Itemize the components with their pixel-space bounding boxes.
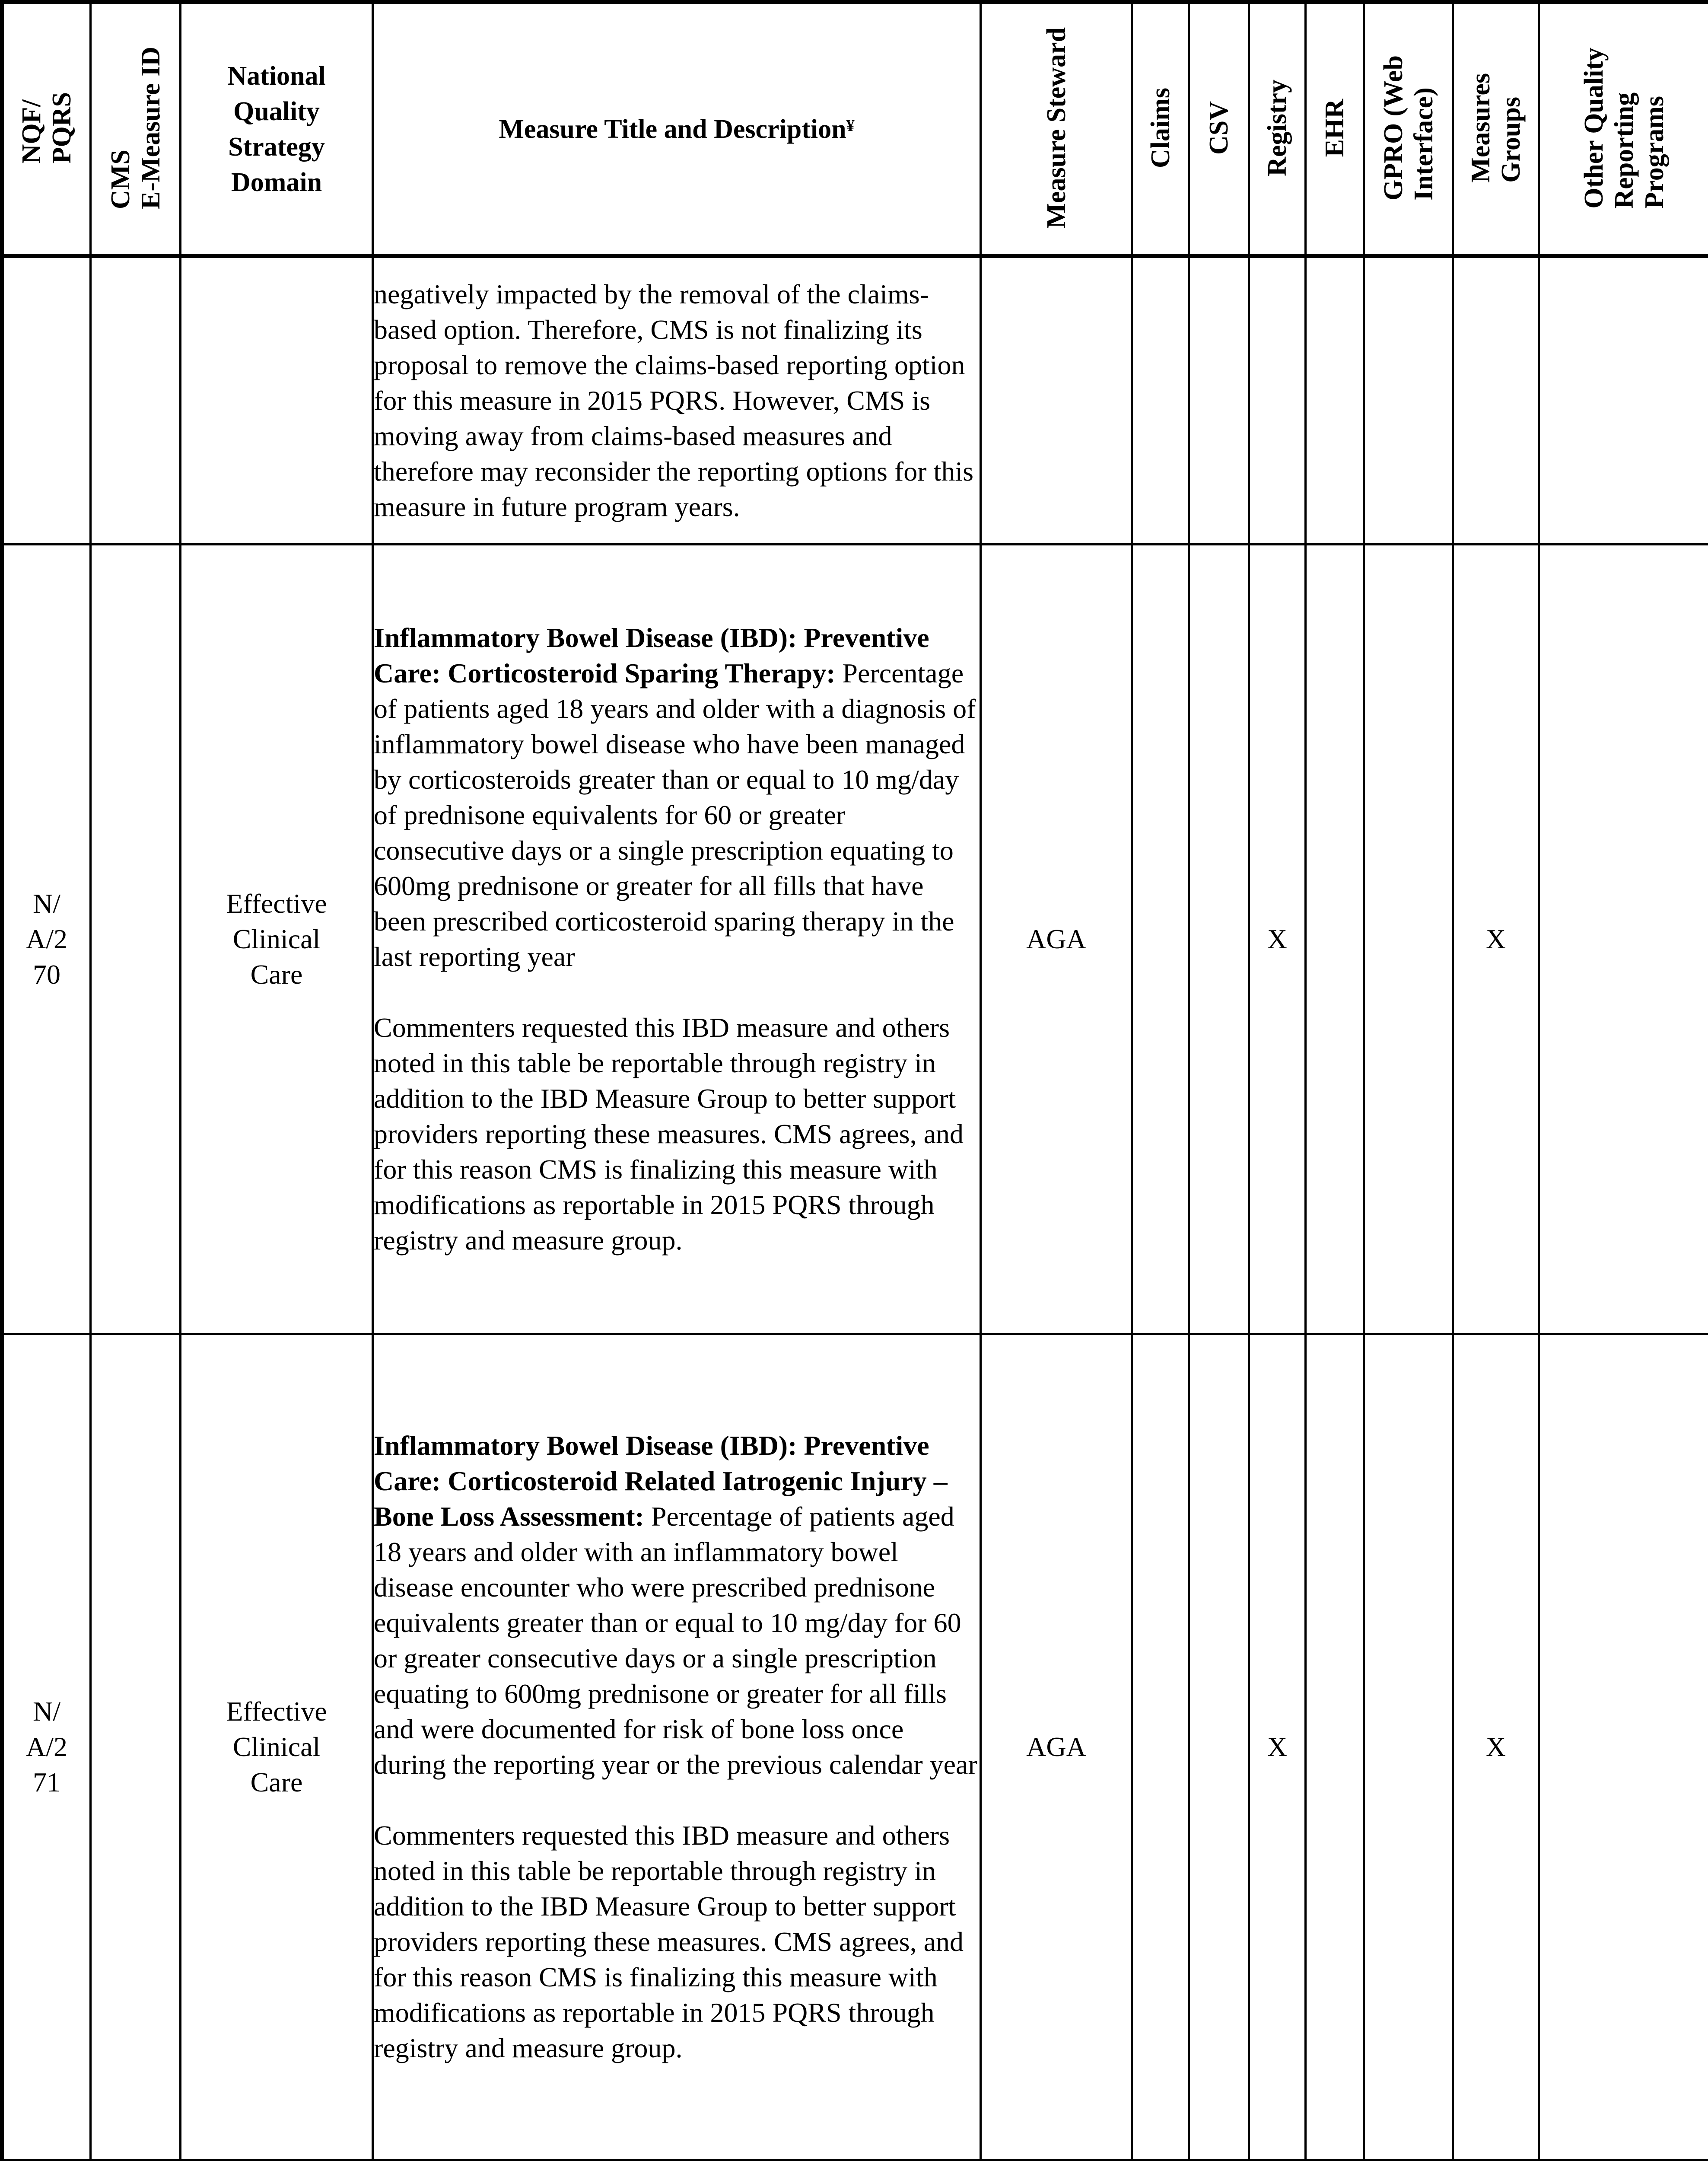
header-claims: Claims — [1132, 2, 1189, 256]
measure-comment: Commenters requested this IBD measure and others noted in this table be reportable through registry in addition to the IBD Measure Group to better support providers reporting these measures. CMS agrees, and for this reason CMS is finalizing this measure with modifications as reportable in 2015 PQRS through registry and measure group. — [374, 1820, 964, 2063]
header-nqs-domain: National Quality Strategy Domain — [181, 2, 373, 256]
header-measure-title: Measure Title and Description¥ — [373, 2, 981, 256]
cell-csv — [1189, 1334, 1249, 2160]
cell-cms-emeasure-id — [91, 545, 181, 1334]
cell-measures-groups: X — [1453, 1334, 1539, 2160]
footnote-marker: ¥ — [846, 116, 855, 135]
cell-measure-steward — [981, 256, 1132, 545]
measure-description: Percentage of patients aged 18 years and older with an inflammatory bowel disease encounter who were prescribed prednisone equivalents greater than or equal to 10 mg/day for 60 or greater consecutive days or a single prescription equating to 600mg prednisone or greater for all fills and were documented for risk of bone loss once during the reporting year or the previous calendar year — [374, 1501, 977, 1780]
cell-csv — [1189, 256, 1249, 545]
cell-cms-emeasure-id — [91, 256, 181, 545]
cell-registry: X — [1249, 545, 1306, 1334]
cell-nqf-pqrs: N/ A/2 71 — [2, 1334, 91, 2160]
header-nqf-pqrs: NQF/ PQRS — [2, 2, 91, 256]
table-header-row — [2, 2, 1708, 256]
cell-csv — [1189, 545, 1249, 1334]
table-row — [2, 545, 1708, 1334]
cell-claims — [1132, 545, 1189, 1334]
measure-title: Inflammatory Bowel Disease (IBD): Preventive Care: Corticosteroid Related Iatrogenic Injury – Bone Loss Assessment: — [374, 1430, 948, 1532]
cell-measure-steward: AGA — [981, 545, 1132, 1334]
cell-other-programs — [1539, 545, 1708, 1334]
cell-other-programs — [1539, 1334, 1708, 2160]
cell-ehr — [1306, 256, 1364, 545]
cell-nqs-domain: Effective Clinical Care — [181, 545, 373, 1334]
header-other-programs: Other Quality Reporting Programs — [1539, 2, 1708, 256]
cell-measures-groups: X — [1453, 545, 1539, 1334]
cell-nqs-domain — [181, 256, 373, 545]
measure-text — [374, 277, 980, 525]
cell-gpro — [1364, 545, 1453, 1334]
cell-measure-description — [373, 545, 981, 1334]
measure-title: Inflammatory Bowel Disease (IBD): Preventive Care: Corticosteroid Sparing Therapy: — [374, 622, 929, 688]
cell-claims — [1132, 1334, 1189, 2160]
header-measure-steward: Measure Steward — [981, 2, 1132, 256]
header-registry: Registry — [1249, 2, 1306, 256]
cell-measure-description — [373, 256, 981, 545]
header-ehr: EHR — [1306, 2, 1364, 256]
header-csv: CSV — [1189, 2, 1249, 256]
table-row — [2, 1334, 1708, 2160]
measure-description: negatively impacted by the removal of the claims-based option. Therefore, CMS is not finalizing its proposal to remove the claims-based reporting option for this measure in 2015 PQRS. However, CMS is moving away from claims-based measures and therefore may reconsider the reporting options for this measure in future program years. — [374, 279, 973, 522]
cell-cms-emeasure-id — [91, 1334, 181, 2160]
cell-claims — [1132, 256, 1189, 545]
header-cms-emeasure-id: CMS E-Measure ID — [91, 2, 181, 256]
table-row — [2, 256, 1708, 545]
cell-measures-groups — [1453, 256, 1539, 545]
measure-text — [374, 1428, 980, 1782]
measure-text — [374, 620, 980, 975]
header-gpro: GPRO (Web Interface) — [1364, 2, 1453, 256]
cell-registry: X — [1249, 1334, 1306, 2160]
cell-ehr — [1306, 1334, 1364, 2160]
cell-nqf-pqrs — [2, 256, 91, 545]
measure-comment: Commenters requested this IBD measure and others noted in this table be reportable through registry in addition to the IBD Measure Group to better support providers reporting these measures. CMS agrees, and for this reason CMS is finalizing this measure with modifications as reportable in 2015 PQRS through registry and measure group. — [374, 1012, 964, 1256]
cell-measure-steward: AGA — [981, 1334, 1132, 2160]
cell-registry — [1249, 256, 1306, 545]
cell-nqf-pqrs: N/ A/2 70 — [2, 545, 91, 1334]
cell-nqs-domain: Effective Clinical Care — [181, 1334, 373, 2160]
cell-measure-description — [373, 1334, 981, 2160]
cell-other-programs — [1539, 256, 1708, 545]
header-measures-groups: Measures Groups — [1453, 2, 1539, 256]
measure-description: Percentage of patients aged 18 years and older with a diagnosis of inflammatory bowel disease who have been managed by corticosteroids greater than or equal to 10 mg/day of prednisone equivalents for 60 or greater consecutive days or a single prescription equating to 600mg prednisone or greater for all fills that have been prescribed corticosteroid sparing therapy in the last reporting year — [374, 658, 976, 972]
cell-ehr — [1306, 545, 1364, 1334]
cell-gpro — [1364, 256, 1453, 545]
cell-gpro — [1364, 1334, 1453, 2160]
